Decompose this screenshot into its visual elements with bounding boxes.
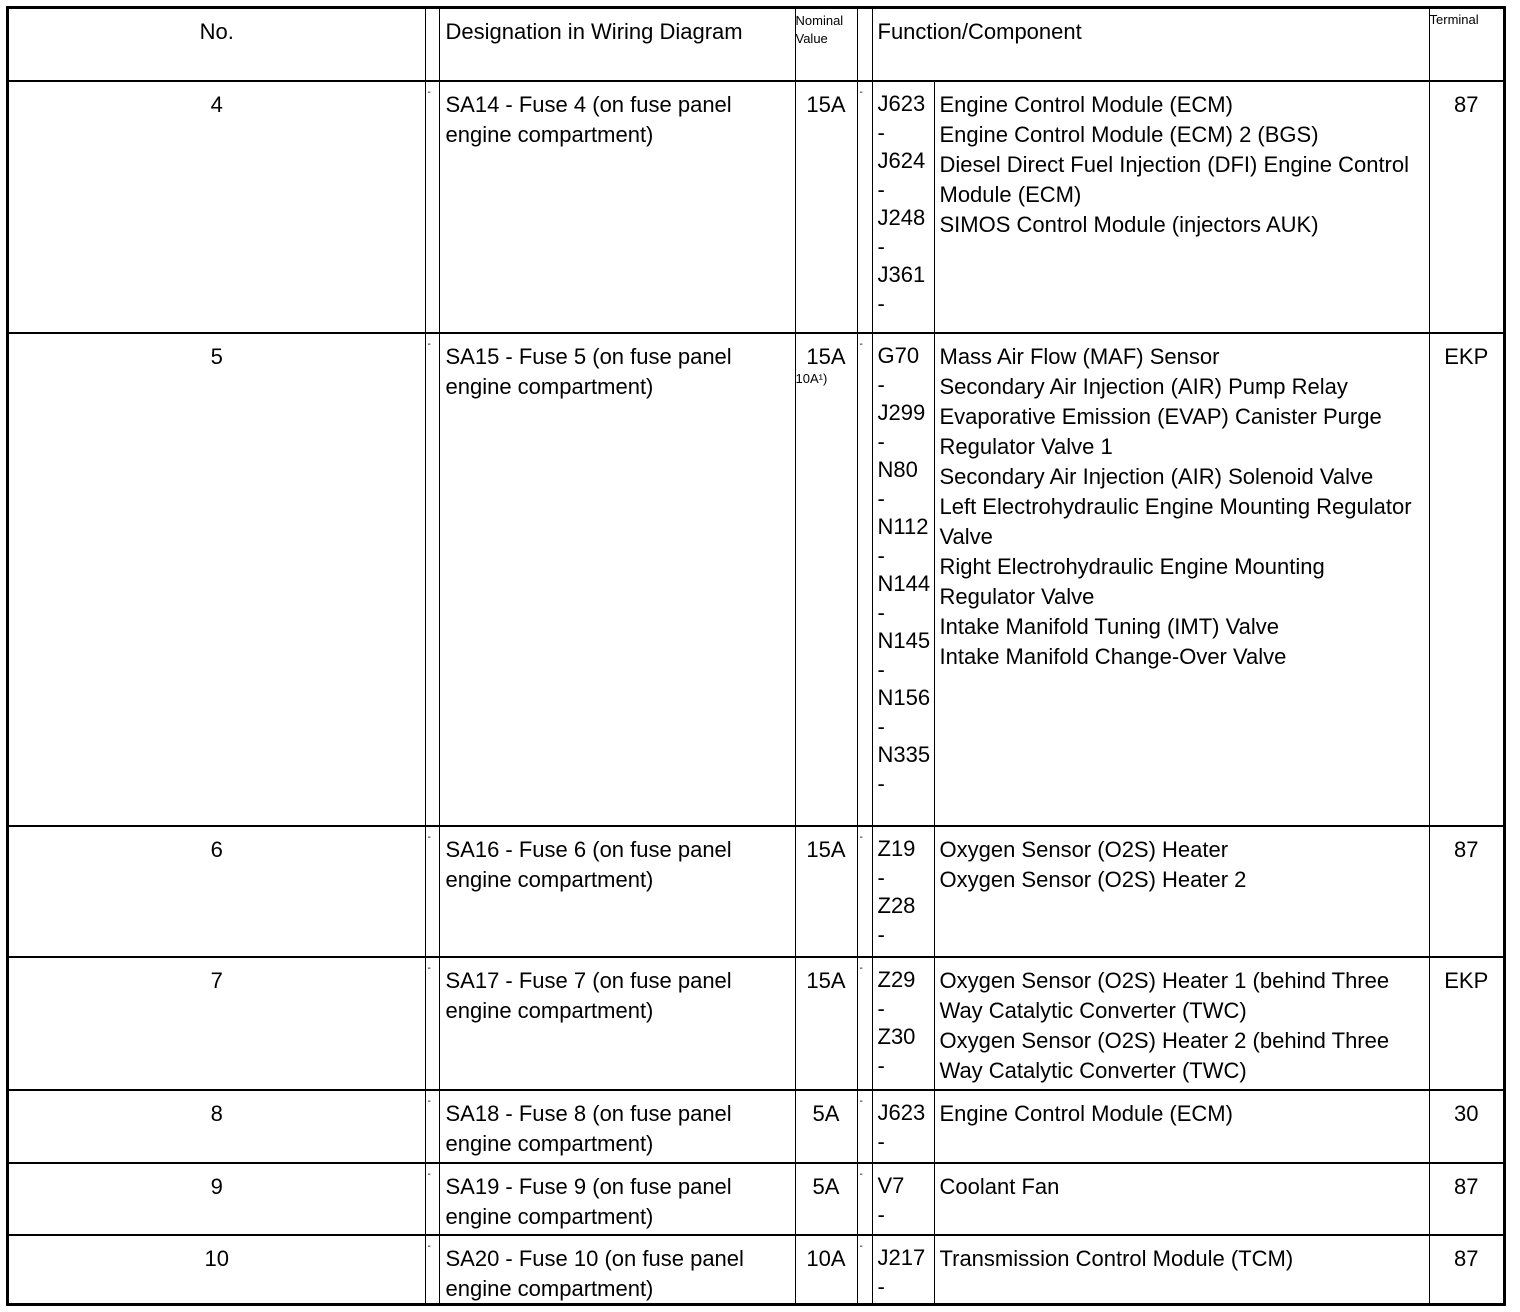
gap-cell — [425, 957, 439, 1090]
table-row — [9, 1090, 1503, 1163]
header-no: No. — [9, 9, 425, 81]
row-number: 10 — [9, 1235, 425, 1305]
function-item: Secondary Air Injection (AIR) Solenoid Valve — [939, 464, 1374, 489]
gap-cell — [425, 9, 439, 81]
code-dash: - — [877, 995, 885, 1021]
function-item: Intake Manifold Tuning (IMT) Valve — [939, 614, 1280, 639]
nominal-value: 15A — [806, 344, 846, 369]
code-dash: - — [877, 770, 885, 796]
nominal-value: 5A — [812, 1174, 840, 1199]
component-codes — [872, 957, 934, 1090]
fuse-table-frame — [6, 6, 1506, 1306]
component-code: J248 — [877, 205, 926, 230]
component-code: J623 — [877, 1100, 926, 1125]
table-row — [9, 826, 1503, 957]
component-code: Z19 — [877, 836, 916, 861]
terminal: 87 — [1429, 81, 1503, 333]
table-row — [9, 957, 1503, 1090]
gap-cell — [857, 826, 872, 957]
code-dash: - — [877, 656, 885, 682]
fuse-designation: SA14 - Fuse 4 (on fuse panel engine compartment) — [439, 81, 795, 333]
tick-mark: - — [859, 1096, 863, 1107]
function-list — [934, 1163, 1429, 1235]
component-codes — [872, 826, 934, 957]
table-row — [9, 1235, 1503, 1305]
gap-cell — [425, 81, 439, 333]
gap-cell — [857, 957, 872, 1090]
function-item: Mass Air Flow (MAF) Sensor — [939, 344, 1220, 369]
tick-mark: - — [427, 963, 431, 974]
gap-cell — [857, 1235, 872, 1305]
terminal: 87 — [1429, 1235, 1503, 1305]
function-list — [934, 333, 1429, 826]
nominal-value: 15A — [806, 968, 846, 993]
fuse-designation: SA18 - Fuse 8 (on fuse panel engine compartment) — [439, 1090, 795, 1163]
code-dash: - — [877, 119, 885, 145]
code-dash: - — [877, 290, 885, 316]
row-number: 4 — [9, 81, 425, 333]
code-dash: - — [877, 864, 885, 890]
gap-cell — [857, 1090, 872, 1163]
code-dash: - — [877, 921, 885, 947]
component-code: J361 — [877, 262, 926, 287]
function-item: Secondary Air Injection (AIR) Pump Relay — [939, 374, 1348, 399]
code-dash: - — [877, 713, 885, 739]
fuse-designation: SA17 - Fuse 7 (on fuse panel engine compartment) — [439, 957, 795, 1090]
code-dash: - — [877, 1273, 885, 1299]
nominal-value-cell — [795, 957, 857, 1090]
function-item: Oxygen Sensor (O2S) Heater 1 (behind Three Way Catalytic Converter (TWC) — [939, 968, 1390, 1023]
gap-cell — [425, 1163, 439, 1235]
function-item: Transmission Control Module (TCM) — [939, 1246, 1294, 1271]
function-item: Diesel Direct Fuel Injection (DFI) Engine Control Module (ECM) — [939, 152, 1410, 207]
function-item: Oxygen Sensor (O2S) Heater — [939, 837, 1229, 862]
tick-mark: - — [427, 1241, 431, 1252]
tick-mark: - — [427, 1096, 431, 1107]
function-item: Engine Control Module (ECM) 2 (BGS) — [939, 122, 1319, 147]
fuse-table — [9, 9, 1503, 1305]
row-number: 7 — [9, 957, 425, 1090]
component-code: J217 — [877, 1245, 926, 1270]
fuse-designation: SA16 - Fuse 6 (on fuse panel engine compartment) — [439, 826, 795, 957]
terminal: 30 — [1429, 1090, 1503, 1163]
component-code: Z30 — [877, 1024, 916, 1049]
component-code: N144 — [877, 571, 931, 596]
table-row — [9, 1163, 1503, 1235]
nominal-value-cell — [795, 1090, 857, 1163]
row-number: 9 — [9, 1163, 425, 1235]
component-code: Z29 — [877, 967, 916, 992]
component-code: Z28 — [877, 893, 916, 918]
nominal-value-cell — [795, 826, 857, 957]
code-dash: - — [877, 542, 885, 568]
tick-mark: - — [859, 1169, 863, 1180]
row-number: 6 — [9, 826, 425, 957]
code-dash: - — [877, 1128, 885, 1154]
function-list — [934, 826, 1429, 957]
code-dash: - — [877, 176, 885, 202]
gap-cell — [425, 826, 439, 957]
nominal-value-cell — [795, 81, 857, 333]
component-code: J623 — [877, 91, 926, 116]
function-list — [934, 81, 1429, 333]
component-code: N80 — [877, 457, 918, 482]
function-item: SIMOS Control Module (injectors AUK) — [939, 212, 1319, 237]
function-list — [934, 1090, 1429, 1163]
terminal: 87 — [1429, 1163, 1503, 1235]
terminal: EKP — [1429, 333, 1503, 826]
nominal-value-cell — [795, 333, 857, 826]
component-code: N156 — [877, 685, 931, 710]
component-codes — [872, 1163, 934, 1235]
nominal-value-cell — [795, 1163, 857, 1235]
function-item: Engine Control Module (ECM) — [939, 1101, 1233, 1126]
gap-cell — [857, 81, 872, 333]
component-code: N335 — [877, 742, 931, 767]
nominal-value-note: 10A¹) — [795, 371, 828, 386]
function-item: Right Electrohydraulic Engine Mounting Regulator Valve — [939, 554, 1325, 609]
tick-mark: - — [427, 1169, 431, 1180]
function-item: Oxygen Sensor (O2S) Heater 2 (behind Three Way Catalytic Converter (TWC) — [939, 1028, 1390, 1083]
gap-cell — [857, 9, 872, 81]
terminal: 87 — [1429, 826, 1503, 957]
tick-mark: - — [859, 1241, 863, 1252]
component-code: G70 — [877, 343, 920, 368]
component-code: N145 — [877, 628, 931, 653]
component-codes — [872, 81, 934, 333]
tick-mark: - — [859, 832, 863, 843]
fuse-designation: SA15 - Fuse 5 (on fuse panel engine compartment) — [439, 333, 795, 826]
nominal-value: 15A — [806, 92, 846, 117]
row-number: 5 — [9, 333, 425, 826]
component-codes — [872, 1090, 934, 1163]
function-list — [934, 1235, 1429, 1305]
function-item: Oxygen Sensor (O2S) Heater 2 — [939, 867, 1247, 892]
code-dash: - — [877, 485, 885, 511]
function-item: Coolant Fan — [939, 1174, 1060, 1199]
component-code: J299 — [877, 400, 926, 425]
gap-cell — [425, 1235, 439, 1305]
code-dash: - — [877, 1201, 885, 1227]
tick-mark: - — [859, 963, 863, 974]
gap-cell — [425, 1090, 439, 1163]
component-code: J624 — [877, 148, 926, 173]
fuse-designation: SA19 - Fuse 9 (on fuse panel engine compartment) — [439, 1163, 795, 1235]
header-nominal-value: Nominal Value — [795, 9, 857, 81]
nominal-value: 5A — [812, 1101, 840, 1126]
component-code: N112 — [877, 514, 929, 539]
component-code: V7 — [877, 1173, 905, 1198]
tick-mark: - — [859, 87, 863, 98]
header-function-component: Function/Component — [872, 9, 1429, 81]
function-item: Engine Control Module (ECM) — [939, 92, 1233, 117]
function-item: Left Electrohydraulic Engine Mounting Regulator Valve — [939, 494, 1412, 549]
tick-mark: - — [427, 832, 431, 843]
code-dash: - — [877, 599, 885, 625]
header-designation: Designation in Wiring Diagram — [439, 9, 795, 81]
function-item: Evaporative Emission (EVAP) Canister Purge Regulator Valve 1 — [939, 404, 1382, 459]
gap-cell — [857, 333, 872, 826]
component-codes — [872, 1235, 934, 1305]
table-row — [9, 81, 1503, 333]
nominal-value: 10A — [806, 1246, 846, 1271]
nominal-value-cell — [795, 1235, 857, 1305]
function-item: Intake Manifold Change-Over Valve — [939, 644, 1287, 669]
function-list — [934, 957, 1429, 1090]
gap-cell — [857, 1163, 872, 1235]
header-terminal: Terminal — [1429, 9, 1503, 81]
tick-mark: - — [427, 87, 431, 98]
code-dash: - — [877, 1052, 885, 1078]
row-number: 8 — [9, 1090, 425, 1163]
component-codes — [872, 333, 934, 826]
code-dash: - — [877, 428, 885, 454]
header-row — [9, 9, 1503, 81]
nominal-value: 15A — [806, 837, 846, 862]
tick-mark: - — [427, 339, 431, 350]
fuse-designation: SA20 - Fuse 10 (on fuse panel engine compartment) — [439, 1235, 795, 1305]
terminal: EKP — [1429, 957, 1503, 1090]
table-row — [9, 333, 1503, 826]
code-dash: - — [877, 233, 885, 259]
gap-cell — [425, 333, 439, 826]
tick-mark: - — [859, 339, 863, 350]
code-dash: - — [877, 371, 885, 397]
